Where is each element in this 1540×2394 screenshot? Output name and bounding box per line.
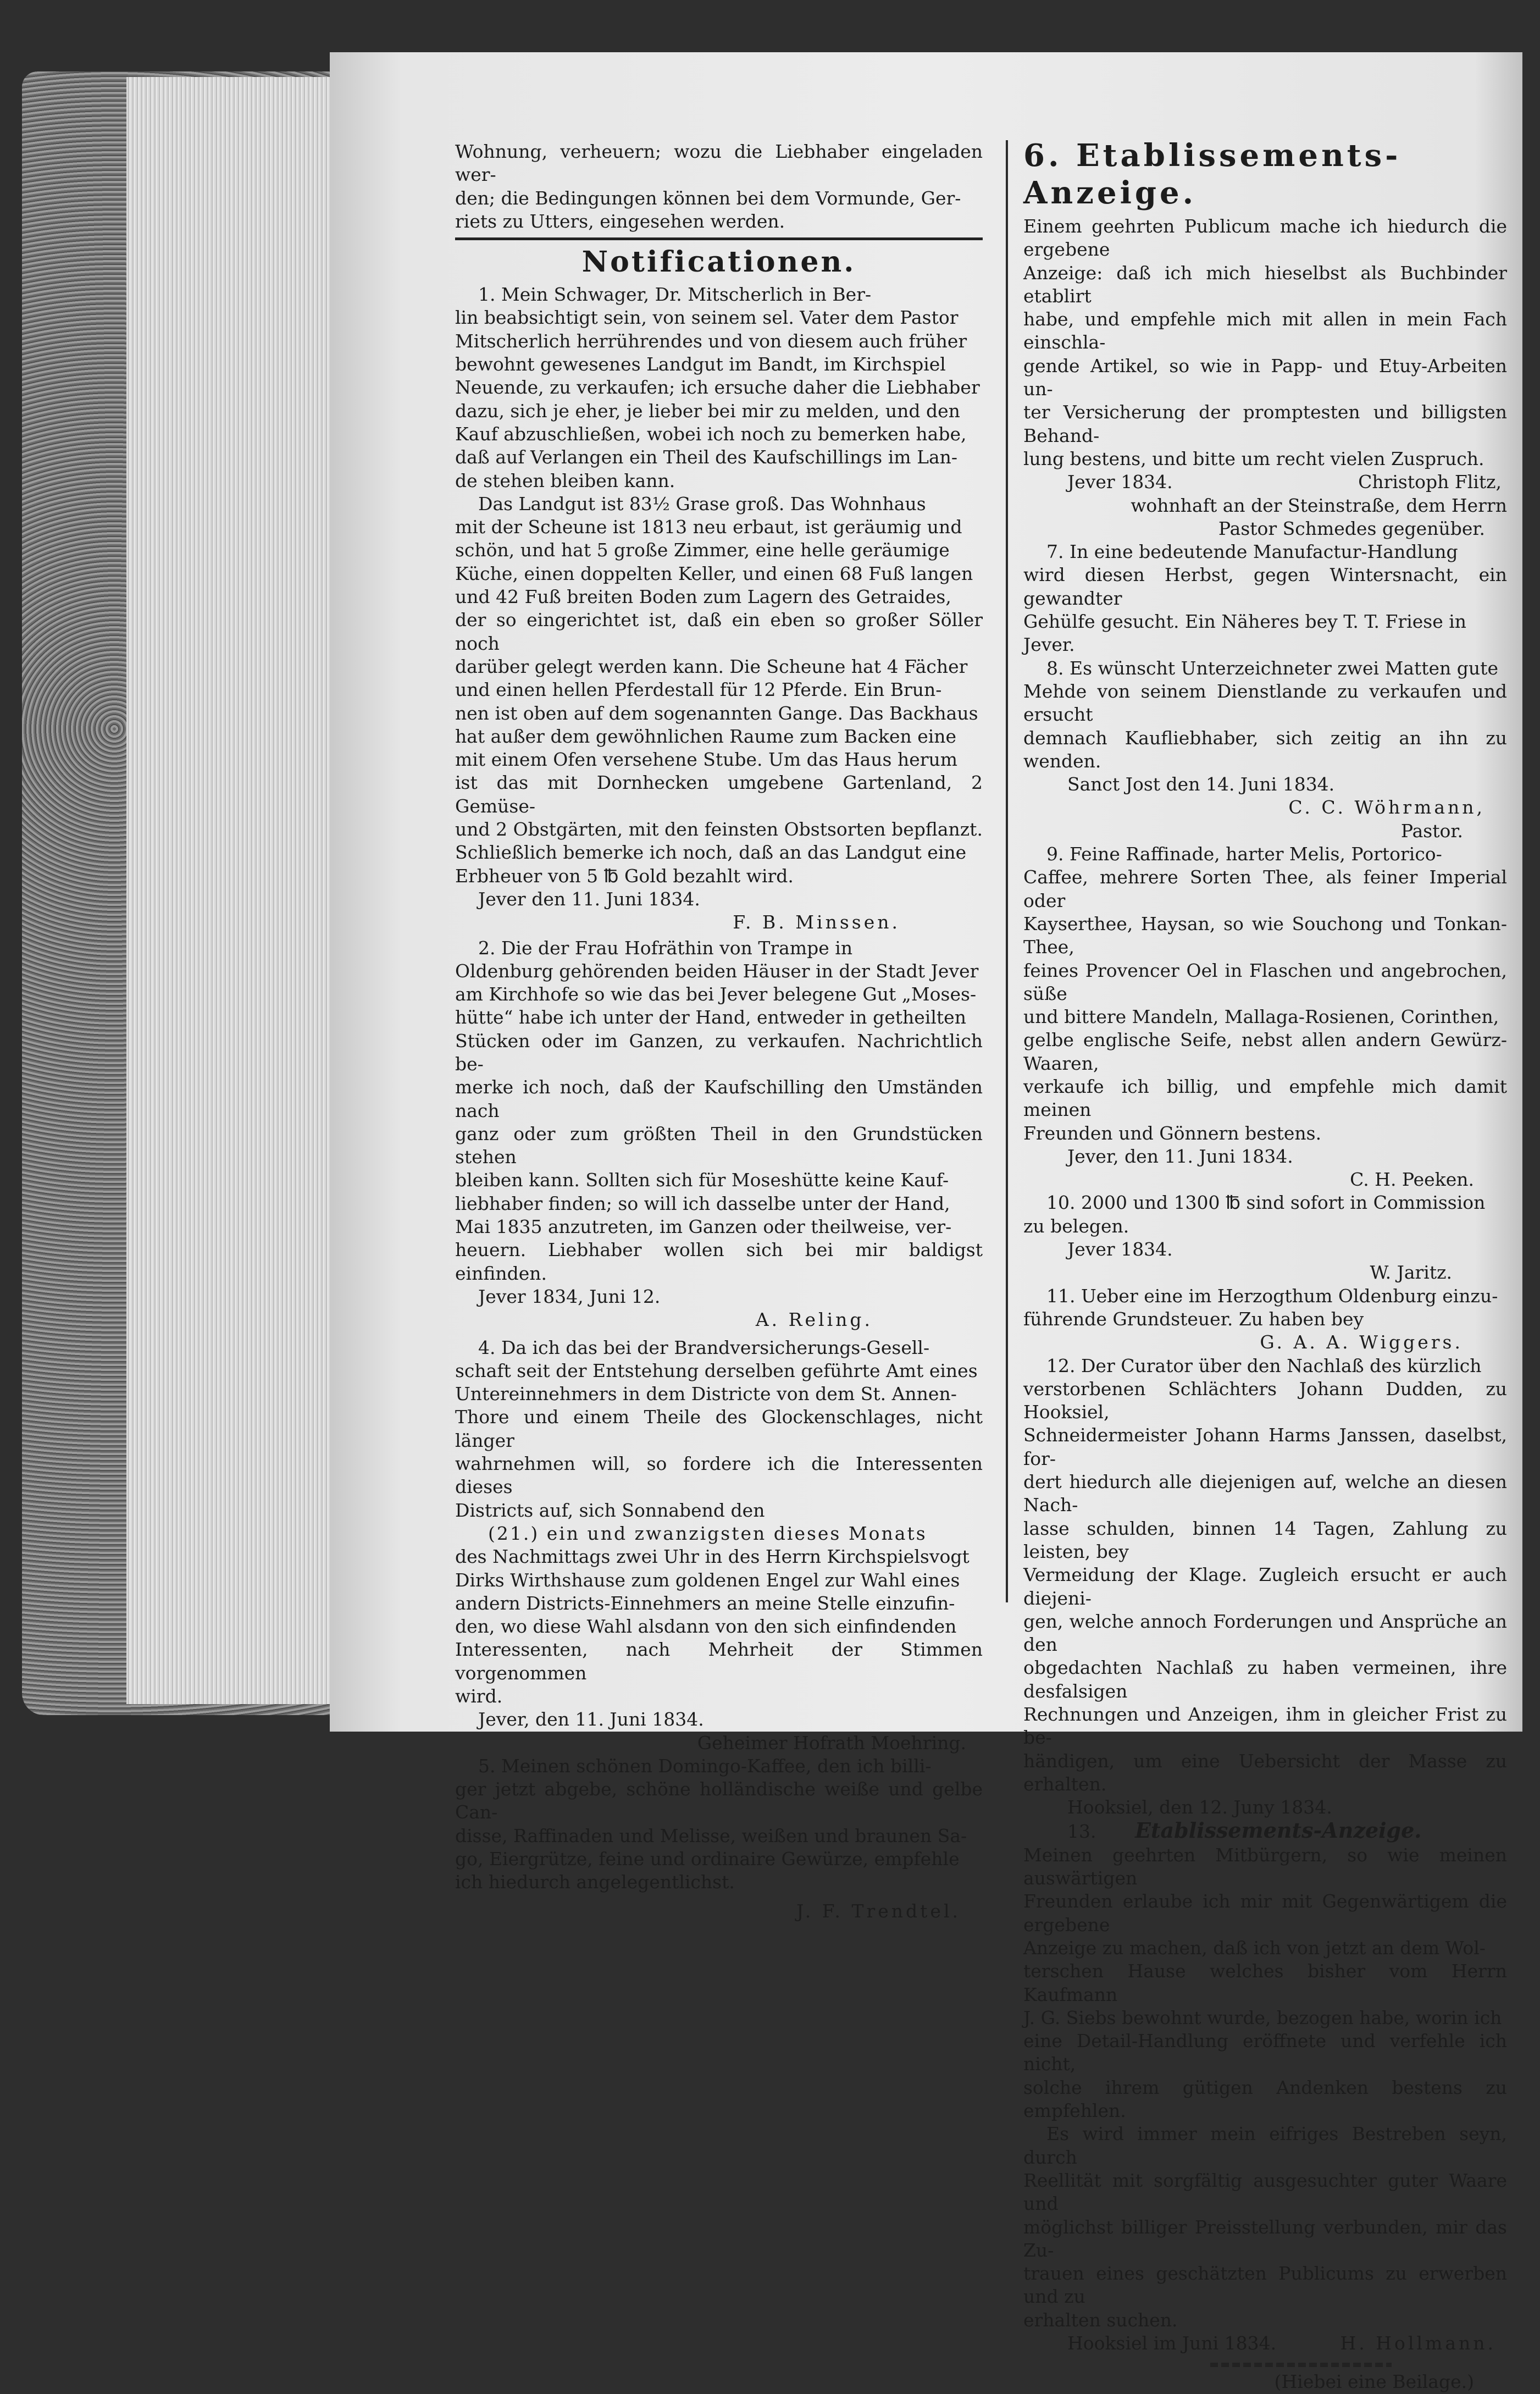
text-line: Schneidermeister Johann Harms Janssen, daselbst, for- bbox=[1023, 1424, 1507, 1469]
text-line: 4. Da ich das bei der Brandversicherungs-Gesell- bbox=[478, 1336, 930, 1358]
text-line: Es wird immer mein eifriges Bestreben seyn, durch bbox=[1023, 2123, 1507, 2168]
text-line: und 2 Obstgärten, mit den feinsten Obstsorten bepflanzt. bbox=[455, 819, 983, 841]
text-line: habe, und empfehle mich mit allen in mein Fach einschla- bbox=[1023, 308, 1507, 353]
text-line: eine Detail-Handlung eröffnete und verfehle ich nicht, bbox=[1023, 2030, 1507, 2075]
signature: C. C. Wöhrmann, bbox=[1288, 797, 1485, 819]
text-line: merke ich noch, daß der Kaufschilling den Umständen nach bbox=[455, 1076, 983, 1121]
place-date: Jever 1834. bbox=[1067, 471, 1173, 493]
signature: Geheimer Hofrath Moehring. bbox=[697, 1732, 966, 1754]
text-line: Meinen geehrten Mitbürgern, so wie meinen auswärtigen bbox=[1023, 1844, 1507, 1889]
text-line: Anzeige zu machen, daß ich von jetzt an dem Wol- bbox=[1023, 1937, 1486, 1959]
text-line: 1. Mein Schwager, Dr. Mitscherlich in Ber- bbox=[478, 284, 872, 306]
text-line: Rechnungen und Anzeigen, ihm in gleicher Frist zu be- bbox=[1023, 1704, 1507, 1749]
text-line: Mitscherlich herrührendes und von diesem auch früher bbox=[455, 330, 967, 352]
notice-13 bbox=[1023, 1819, 1507, 2355]
notice-title: 6. Etablissements-Anzeige. bbox=[1023, 137, 1401, 211]
text-line: Vermeidung der Klage. Zugleich ersucht er auch diejeni- bbox=[1023, 1564, 1507, 1609]
signature: A. Reling. bbox=[755, 1309, 873, 1331]
text-line: Thore und einem Theile des Glockenschlages, nicht länger bbox=[455, 1406, 983, 1451]
text-line: Reellität mit sorgfältig ausgesuchter guter Waare und bbox=[1023, 2169, 1507, 2215]
place-date: Jever 1834. bbox=[1067, 1239, 1173, 1260]
text-line: und 42 Fuß breiten Boden zum Lagern des Getraides, bbox=[455, 586, 951, 608]
text-line: und einen hellen Pferdestall für 12 Pferde. Ein Brun- bbox=[455, 679, 942, 701]
text-line: erhalten suchen. bbox=[1023, 2309, 1178, 2331]
text-line: den, wo diese Wahl alsdann von den sich einfindenden bbox=[455, 1616, 957, 1638]
text-line: Mai 1835 anzutreten, im Ganzen oder theilweise, ver- bbox=[455, 1216, 952, 1238]
text-line: 7. In eine bedeutende Manufactur-Handlung bbox=[1046, 541, 1458, 563]
text-line: Untereinnehmers in dem Districte von dem St. Annen- bbox=[455, 1383, 957, 1405]
notice-2 bbox=[455, 937, 983, 1332]
text-line: Caffee, mehrere Sorten Thee, als feiner Imperial oder bbox=[1023, 866, 1507, 911]
text-line: 2. Die der Frau Hofräthin von Trampe in bbox=[478, 937, 853, 959]
notice-6 bbox=[1023, 137, 1507, 540]
text-line: hütte“ habe ich unter der Hand, entweder in getheilten bbox=[455, 1007, 966, 1029]
text-line: Oldenburg gehörenden beiden Häuser in der Stadt Jever bbox=[455, 960, 979, 982]
text-line: demnach Kaufliebhaber, sich zeitig an ihn zu wenden. bbox=[1023, 727, 1507, 772]
text-line: Schließlich bemerke ich noch, daß an das Landgut eine bbox=[455, 842, 967, 864]
text-line: gelbe englische Seife, nebst allen andern Gewürz-Waaren, bbox=[1023, 1029, 1507, 1074]
text-line: wird. bbox=[455, 1685, 503, 1707]
text-line: ist das mit Dornhecken umgebene Gartenland, 2 Gemüse- bbox=[455, 772, 983, 817]
text-line: 8. Es wünscht Unterzeichneter zwei Matten gute bbox=[1046, 657, 1498, 679]
notice-5 bbox=[455, 1755, 983, 1923]
notice-7 bbox=[1023, 540, 1507, 656]
text-line: obgedachten Nachlaß zu haben vermeinen, ihre desfalsigen bbox=[1023, 1657, 1507, 1702]
text-line: zu belegen. bbox=[1023, 1215, 1129, 1237]
text-line: Jever. bbox=[1023, 634, 1075, 656]
text-line: am Kirchhofe so wie das bei Jever belegene Gut „Moses- bbox=[455, 983, 977, 1005]
text-line: riets zu Utters, eingesehen werden. bbox=[455, 210, 785, 232]
text-line: 11. Ueber eine im Herzogthum Oldenburg einzu- bbox=[1046, 1285, 1498, 1307]
text-line: Das Landgut ist 83½ Grase groß. Das Wohnhaus bbox=[478, 493, 926, 515]
signature: C. H. Peeken. bbox=[1350, 1169, 1474, 1191]
text-line: dazu, sich je eher, je lieber bei mir zu melden, und den bbox=[455, 400, 960, 422]
text-line: liebhaber finden; so will ich dasselbe unter der Hand, bbox=[455, 1192, 950, 1214]
text-line: Kayserthee, Haysan, so wie Souchong und Tonkan-Thee, bbox=[1023, 913, 1507, 958]
text-line: 10. 2000 und 1300 ℔ sind sofort in Commission bbox=[1046, 1192, 1486, 1214]
text-line: dert hiedurch alle diejenigen auf, welche an diesen Nach- bbox=[1023, 1471, 1507, 1516]
text-line: händigen, um eine Uebersicht der Masse zu erhalten. bbox=[1023, 1750, 1507, 1795]
text-line: Mehde von seinem Dienstlande zu verkaufen und ersucht bbox=[1023, 680, 1507, 726]
text-line: disse, Raffinaden und Melisse, weißen und braunen Sa- bbox=[455, 1824, 967, 1846]
text-line: 9. Feine Raffinade, harter Melis, Portorico- bbox=[1046, 843, 1442, 865]
notice-10 bbox=[1023, 1191, 1507, 1284]
notice-9 bbox=[1023, 843, 1507, 1191]
place-date: Hooksiel, den 12. Juny 1834. bbox=[1067, 1796, 1332, 1818]
signature: H. Hollmann. bbox=[1340, 2332, 1496, 2354]
notice-13-heading bbox=[1023, 1819, 1507, 1843]
text-line: de stehen bleiben kann. bbox=[455, 469, 675, 491]
place-date: Sanct Jost den 14. Juni 1834. bbox=[1067, 773, 1335, 795]
place-date: Hooksiel im Juni 1834. bbox=[1067, 2332, 1277, 2354]
text-line: andern Districts-Einnehmers an meine Stelle einzufin- bbox=[455, 1592, 955, 1614]
text-line: gen, welche annoch Forderungen und Ansprüche an den bbox=[1023, 1610, 1507, 1656]
text-line: nen ist oben auf dem sogenannten Gange. Das Backhaus bbox=[455, 702, 978, 724]
text-line: J. G. Siebs bewohnt wurde, bezogen habe, worin ich bbox=[1023, 2006, 1502, 2028]
signature: F. B. Minssen. bbox=[733, 911, 900, 933]
signature: W. Jaritz. bbox=[1370, 1262, 1452, 1284]
place-date: Jever, den 11. Juni 1834. bbox=[1067, 1145, 1293, 1167]
text-line: ganz oder zum größten Theil in den Grundstücken stehen bbox=[455, 1123, 983, 1168]
section-title: Notificationen. bbox=[581, 245, 856, 279]
text-line: darüber gelegt werden kann. Die Scheune hat 4 Fächer bbox=[455, 655, 968, 677]
sign-row bbox=[1023, 2332, 1507, 2355]
text-line: des Nachmittags zwei Uhr in des Herrn Kirchspielsvogt bbox=[455, 1546, 970, 1568]
notice-12 bbox=[1023, 1354, 1507, 1820]
signature: Christoph Flitz, bbox=[1358, 471, 1502, 493]
place-date: Jever 1834, Juni 12. bbox=[478, 1285, 661, 1307]
text-line: möglichst billiger Preisstellung verbunden, mir das Zu- bbox=[1023, 2216, 1507, 2261]
text-line: Interessenten, nach Mehrheit der Stimmen vorgenommen bbox=[455, 1639, 983, 1684]
intro-paragraph bbox=[455, 140, 983, 233]
text-line: daß auf Verlangen ein Theil des Kaufschillings im Lan- bbox=[455, 446, 958, 468]
text-line: solche ihrem gütigen Andenken bestens zu empfehlen. bbox=[1023, 2076, 1507, 2122]
notice-1 bbox=[455, 283, 983, 934]
text-line: heuern. Liebhaber wollen sich bei mir baldigst einfinden. bbox=[455, 1239, 983, 1284]
address-line: wohnhaft an der Steinstraße, dem Herrn bbox=[1131, 494, 1507, 516]
signature: J. F. Trendtel. bbox=[796, 1900, 961, 1922]
text-line: Einem geehrten Publicum mache ich hiedurch die ergebene bbox=[1023, 215, 1507, 261]
supplement-note: (Hiebei eine Beilage.) bbox=[1274, 2371, 1474, 2393]
column-divider bbox=[1006, 140, 1008, 1602]
text-line: bleiben kann. Sollten sich für Moseshütte keine Kauf- bbox=[455, 1169, 949, 1191]
signature-title: Pastor. bbox=[1400, 820, 1463, 842]
text-line: trauen eines geschätzten Publicums zu erwerben und zu bbox=[1023, 2263, 1507, 2308]
text-line: Stücken oder im Ganzen, zu verkaufen. Nachrichtlich be- bbox=[455, 1030, 983, 1075]
text-line: 5. Meinen schönen Domingo-Kaffee, den ich billi- bbox=[478, 1755, 932, 1777]
text-line: hat außer dem gewöhnlichen Raume zum Backen eine bbox=[455, 725, 957, 747]
text-line: Dirks Wirthshause zum goldenen Engel zur Wahl eines bbox=[455, 1569, 960, 1591]
text-line: terschen Hause welches bisher vom Herrn Kaufmann bbox=[1023, 1960, 1507, 2005]
text-line: bewohnt gewesenes Landgut im Bandt, im Kirchspiel bbox=[455, 353, 946, 375]
text-line: den; die Bedingungen können bei dem Vormunde, Ger- bbox=[455, 187, 961, 209]
text-line: verstorbenen Schlächters Johann Dudden, zu Hooksiel, bbox=[1023, 1378, 1507, 1423]
text-line: wird diesen Herbst, gegen Wintersnacht, ein gewandter bbox=[1023, 564, 1507, 609]
text-line: Freunden und Gönnern bestens. bbox=[1023, 1122, 1322, 1144]
page-leaves bbox=[126, 77, 337, 1704]
text-line: lasse schulden, binnen 14 Tagen, Zahlung zu leisten, bey bbox=[1023, 1517, 1507, 1562]
text-line: lung bestens, und bitte um recht vielen Zuspruch. bbox=[1023, 447, 1484, 469]
text-line: der so eingerichtet ist, daß ein eben so großer Söller noch bbox=[455, 609, 983, 654]
text-line: gende Artikel, so wie in Papp- und Etuy-Arbeiten un- bbox=[1023, 355, 1507, 400]
text-line: Districts auf, sich Sonnabend den bbox=[455, 1499, 765, 1521]
text-line: feines Provencer Oel in Flaschen und angebrochen, süße bbox=[1023, 959, 1507, 1004]
text-line: schön, und hat 5 große Zimmer, eine helle geräumige bbox=[455, 539, 950, 561]
text-line: Kauf abzuschließen, wobei ich noch zu bemerken habe, bbox=[455, 423, 967, 445]
notice-title: Etablissements-Anzeige. bbox=[1134, 1818, 1422, 1843]
text-line: (21.) ein und zwanzigsten dieses Monats bbox=[488, 1522, 927, 1544]
place-date: Jever, den 11. Juni 1834. bbox=[478, 1709, 704, 1730]
decorative-rule bbox=[1210, 2363, 1392, 2367]
notice-number: 13. bbox=[1067, 1821, 1096, 1843]
text-line: ich hiedurch angelegentlichst. bbox=[455, 1871, 735, 1893]
text-line: Anzeige: daß ich mich hieselbst als Buchbinder etablirt bbox=[1023, 262, 1507, 307]
notice-4 bbox=[455, 1336, 983, 1755]
text-line: Gehülfe gesucht. Ein Näheres bey T. T. Friese in bbox=[1023, 611, 1467, 633]
text-line: Neuende, zu verkaufen; ich ersuche daher die Liebhaber bbox=[455, 377, 980, 399]
text-line: ter Versicherung der promptesten und billigsten Behand- bbox=[1023, 401, 1507, 446]
text-line: ger jetzt abgebe, schöne holländische weiße und gelbe Can- bbox=[455, 1778, 983, 1823]
text-line: führende Grundsteuer. Zu haben bey bbox=[1023, 1308, 1364, 1330]
address-line: Pastor Schmedes gegenüber. bbox=[1218, 517, 1485, 539]
section-rule bbox=[455, 237, 983, 240]
sign-row bbox=[1023, 471, 1507, 494]
text-line: mit einem Ofen versehene Stube. Um das Haus herum bbox=[455, 749, 958, 771]
text-line: mit der Scheune ist 1813 neu erbaut, ist geräumig und bbox=[455, 516, 962, 538]
text-line: Wohnung, verheuern; wozu die Liebhaber eingeladen wer- bbox=[455, 141, 983, 186]
text-line: und bittere Mandeln, Mallaga-Rosienen, Corinthen, bbox=[1023, 1006, 1499, 1028]
text-line: wahrnehmen will, so fordere ich die Interessenten dieses bbox=[455, 1453, 983, 1498]
left-column bbox=[455, 140, 983, 1923]
text-line: Freunden erlaube ich mir mit Gegenwärtigem die ergebene bbox=[1023, 1890, 1507, 1936]
text-line: go, Eiergrütze, feine und ordinaire Gewürze, empfehle bbox=[455, 1848, 960, 1870]
text-line: 12. Der Curator über den Nachlaß des kürzlich bbox=[1046, 1354, 1482, 1376]
text-line: Erbheuer von 5 ℔ Gold bezahlt wird. bbox=[455, 865, 794, 887]
signature: G. A. A. Wiggers. bbox=[1260, 1331, 1463, 1353]
place-date: Jever den 11. Juni 1834. bbox=[478, 888, 700, 910]
text-line: verkaufe ich billig, und empfehle mich damit meinen bbox=[1023, 1075, 1507, 1121]
text-line: lin beabsichtigt sein, von seinem sel. Vater dem Pastor bbox=[455, 307, 959, 329]
notice-11 bbox=[1023, 1285, 1507, 1354]
right-column bbox=[1023, 137, 1507, 2394]
text-line: Küche, einen doppelten Keller, und einen 68 Fuß langen bbox=[455, 562, 973, 584]
text-line: schaft seit der Entstehung derselben geführte Amt eines bbox=[455, 1359, 978, 1381]
notice-8 bbox=[1023, 657, 1507, 843]
